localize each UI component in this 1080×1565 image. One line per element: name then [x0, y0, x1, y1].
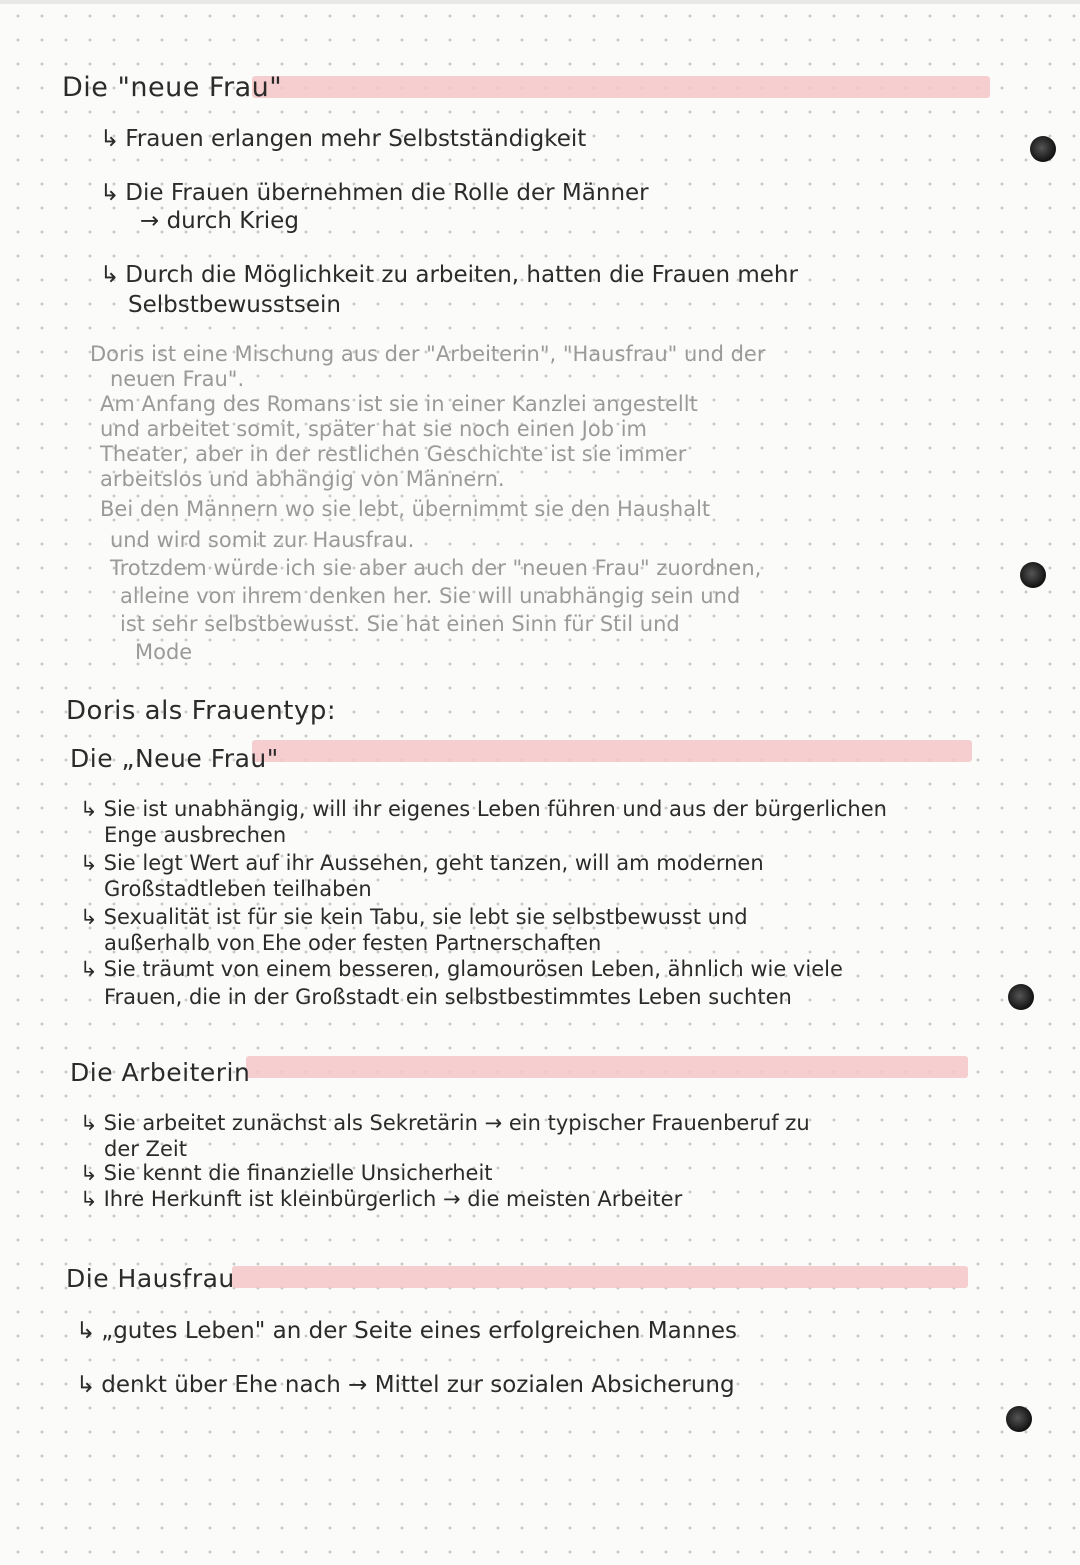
list-item: ↳ Sie kennt die finanzielle Unsicherheit: [80, 1161, 493, 1185]
list-item: ↳ Sie arbeitet zunächst als Sekretärin → ein typischer Frauenberuf zu: [80, 1111, 810, 1135]
draft-line: arbeitslos und abhängig von Männern.: [100, 467, 505, 491]
list-item-continuation: Selbstbewusstsein: [128, 292, 341, 318]
list-item-continuation: Großstadtleben teilhaben: [104, 877, 372, 901]
list-item-subnote: → durch Krieg: [140, 208, 299, 234]
bullet-arrow-icon: ↳: [100, 262, 120, 288]
list-item-continuation: Frauen, die in der Großstadt ein selbstbestimmtes Leben suchten: [104, 985, 792, 1009]
list-item-continuation: der Zeit: [104, 1137, 187, 1161]
page-top-edge: [0, 0, 1080, 4]
draft-line: und wird somit zur Hausfrau.: [110, 528, 415, 552]
punch-hole-icon: [1020, 562, 1046, 588]
list-item: ↳ Durch die Möglichkeit zu arbeiten, hatten die Frauen mehr: [100, 262, 798, 288]
punch-hole-icon: [1008, 984, 1034, 1010]
punch-hole-icon: [1006, 1406, 1032, 1432]
bullet-arrow-icon: ↳: [80, 1111, 98, 1135]
section-heading-arbeiterin: Die Arbeiterin: [70, 1058, 251, 1087]
punch-hole-icon: [1030, 136, 1056, 162]
draft-line: ist sehr selbstbewusst. Sie hat einen Sinn für Stil und: [120, 612, 680, 636]
list-item: ↳ Sie ist unabhängig, will ihr eigenes Leben führen und aus der bürgerlichen: [80, 797, 887, 821]
highlighter-stroke: [252, 76, 990, 98]
list-item: ↳ Die Frauen übernehmen die Rolle der Männer: [100, 180, 649, 206]
list-item: ↳ Sie legt Wert auf ihr Aussehen, geht tanzen, will am modernen: [80, 851, 764, 875]
draft-line: Trotzdem würde ich sie aber auch der "neuen Frau" zuordnen,: [110, 556, 762, 580]
bullet-arrow-icon: ↳: [80, 1161, 98, 1185]
list-item-continuation: Enge ausbrechen: [104, 823, 287, 847]
bullet-arrow-icon: ↳: [76, 1318, 96, 1344]
highlighter-stroke: [246, 1056, 968, 1078]
bullet-arrow-icon: ↳: [80, 957, 98, 981]
list-item: ↳ „gutes Leben" an der Seite eines erfolgreichen Mannes: [76, 1318, 738, 1344]
bullet-arrow-icon: ↳: [80, 851, 98, 875]
section-heading-hausfrau: Die Hausfrau: [66, 1264, 235, 1293]
list-item: ↳ Sexualität ist für sie kein Tabu, sie lebt sie selbstbewusst und: [80, 905, 748, 929]
draft-line: Bei den Männern wo sie lebt, übernimmt sie den Haushalt: [100, 497, 711, 521]
section-heading-neue-frau-2: Die „Neue Frau": [70, 744, 279, 773]
list-item: ↳ denkt über Ehe nach → Mittel zur sozialen Absicherung: [76, 1372, 735, 1398]
bullet-arrow-icon: ↳: [76, 1372, 96, 1398]
draft-line: und arbeitet somit, später hat sie noch einen Job im: [100, 417, 647, 441]
bullet-arrow-icon: ↳: [80, 905, 98, 929]
list-item: ↳ Sie träumt von einem besseren, glamourösen Leben, ähnlich wie viele: [80, 957, 843, 981]
highlighter-stroke: [232, 1266, 968, 1288]
list-item-continuation: außerhalb von Ehe oder festen Partnerschaften: [104, 931, 602, 955]
draft-line: Mode: [135, 640, 193, 664]
draft-line: neuen Frau".: [110, 367, 245, 391]
highlighter-stroke: [252, 740, 972, 762]
list-item: ↳ Frauen erlangen mehr Selbstständigkeit: [100, 126, 587, 152]
draft-line: Theater, aber in der restlichen Geschichte ist sie immer: [100, 442, 687, 466]
draft-line: Doris ist eine Mischung aus der "Arbeiterin", "Hausfrau" und der: [90, 342, 766, 366]
draft-line: alleine von ihrem denken her. Sie will unabhängig sein und: [120, 584, 741, 608]
draft-line: Am Anfang des Romans ist sie in einer Kanzlei angestellt: [100, 392, 698, 416]
section-heading-neue-frau: Die "neue Frau": [62, 72, 283, 103]
list-item: ↳ Ihre Herkunft ist kleinbürgerlich → die meisten Arbeiter: [80, 1187, 683, 1211]
bullet-arrow-icon: ↳: [80, 1187, 98, 1211]
bullet-arrow-icon: ↳: [80, 797, 98, 821]
bullet-arrow-icon: ↳: [100, 180, 120, 206]
bullet-arrow-icon: ↳: [100, 126, 120, 152]
section-title-frauentyp: Doris als Frauentyp:: [66, 696, 337, 726]
